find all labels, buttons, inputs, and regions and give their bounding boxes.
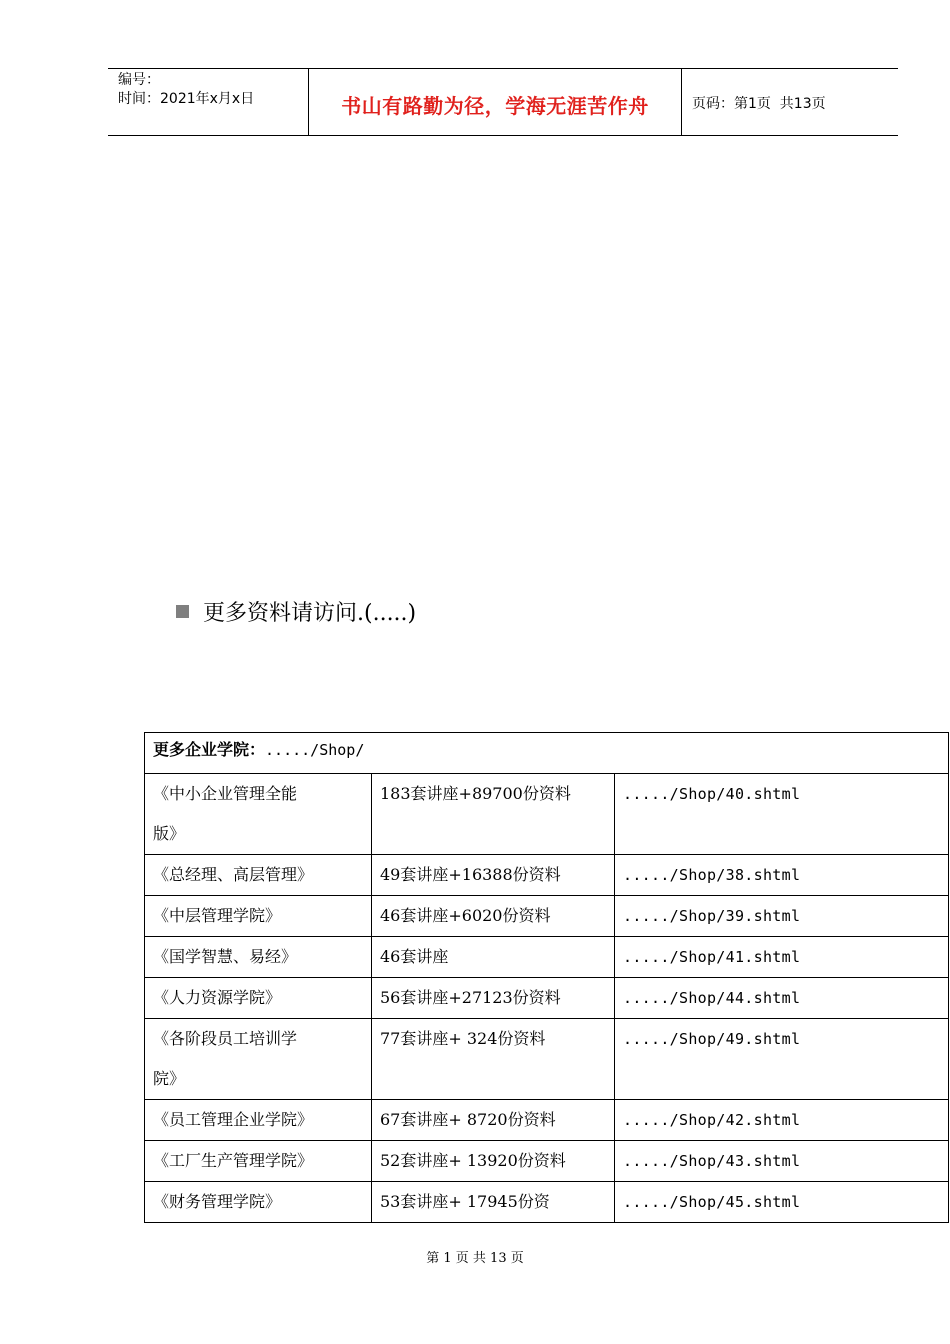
visit-note-text: 更多资料请访问.(.....) <box>203 601 417 626</box>
course-count: 52套讲座+ 13920份资料 <box>372 1141 615 1182</box>
course-table <box>144 732 949 1223</box>
course-count: 53套讲座+ 17945份资 <box>372 1182 615 1223</box>
course-count: 56套讲座+27123份资料 <box>372 978 615 1019</box>
document-date: 时间：2021年x月x日 <box>118 91 255 107</box>
table-row <box>145 1141 949 1182</box>
table-header-cell <box>145 733 949 774</box>
course-name: 《员工管理企业学院》 <box>145 1100 372 1141</box>
table-header-label: 更多企业学院： <box>153 740 266 759</box>
table-header-link[interactable]: ...../Shop/ <box>265 741 365 759</box>
course-count: 49套讲座+16388份资料 <box>372 855 615 896</box>
table-row <box>145 1182 949 1223</box>
course-name: 《人力资源学院》 <box>145 978 372 1019</box>
table-row <box>145 774 949 855</box>
course-link[interactable]: ...../Shop/45.shtml <box>615 1182 949 1223</box>
course-name: 《中层管理学院》 <box>145 896 372 937</box>
course-name: 《国学智慧、易经》 <box>145 937 372 978</box>
document-number-label: 编号： <box>118 72 160 88</box>
course-count: 46套讲座+6020份资料 <box>372 896 615 937</box>
course-name-cont: 版》 <box>153 824 186 843</box>
course-link[interactable]: ...../Shop/49.shtml <box>615 1019 949 1100</box>
course-link[interactable]: ...../Shop/41.shtml <box>615 937 949 978</box>
course-count: 46套讲座 <box>372 937 615 978</box>
course-name-cont: 院》 <box>153 1069 186 1088</box>
table-row <box>145 937 949 978</box>
course-link[interactable]: ...../Shop/42.shtml <box>615 1100 949 1141</box>
course-count: 183套讲座+89700份资料 <box>372 774 615 855</box>
course-name-cell <box>145 1019 372 1100</box>
course-count: 67套讲座+ 8720份资料 <box>372 1100 615 1141</box>
header-motto: 书山有路勤为径，学海无涯苦作舟 <box>309 69 682 135</box>
course-name: 《各阶段员工培训学 <box>153 1029 298 1048</box>
course-link[interactable]: ...../Shop/43.shtml <box>615 1141 949 1182</box>
course-count: 77套讲座+ 324份资料 <box>372 1019 615 1100</box>
course-name-cell <box>145 774 372 855</box>
course-name: 《中小企业管理全能 <box>153 784 298 803</box>
course-link[interactable]: ...../Shop/40.shtml <box>615 774 949 855</box>
course-link[interactable]: ...../Shop/38.shtml <box>615 855 949 896</box>
header-page-info: 页码：第1页 共13页 <box>692 96 826 112</box>
course-link[interactable]: ...../Shop/44.shtml <box>615 978 949 1019</box>
table-row <box>145 896 949 937</box>
table-row <box>145 978 949 1019</box>
table-row <box>145 1100 949 1141</box>
table-row <box>145 1019 949 1100</box>
table-header-row <box>145 733 949 774</box>
course-name: 《财务管理学院》 <box>145 1182 372 1223</box>
course-link[interactable]: ...../Shop/39.shtml <box>615 896 949 937</box>
table-row <box>145 855 949 896</box>
visit-note <box>176 596 416 627</box>
header-meta <box>108 69 309 135</box>
square-bullet-icon <box>176 605 189 618</box>
course-name: 《工厂生产管理学院》 <box>145 1141 372 1182</box>
course-name: 《总经理、高层管理》 <box>145 855 372 896</box>
page-header <box>108 68 898 136</box>
page-footer: 第 1 页 共 13 页 <box>426 1251 524 1266</box>
